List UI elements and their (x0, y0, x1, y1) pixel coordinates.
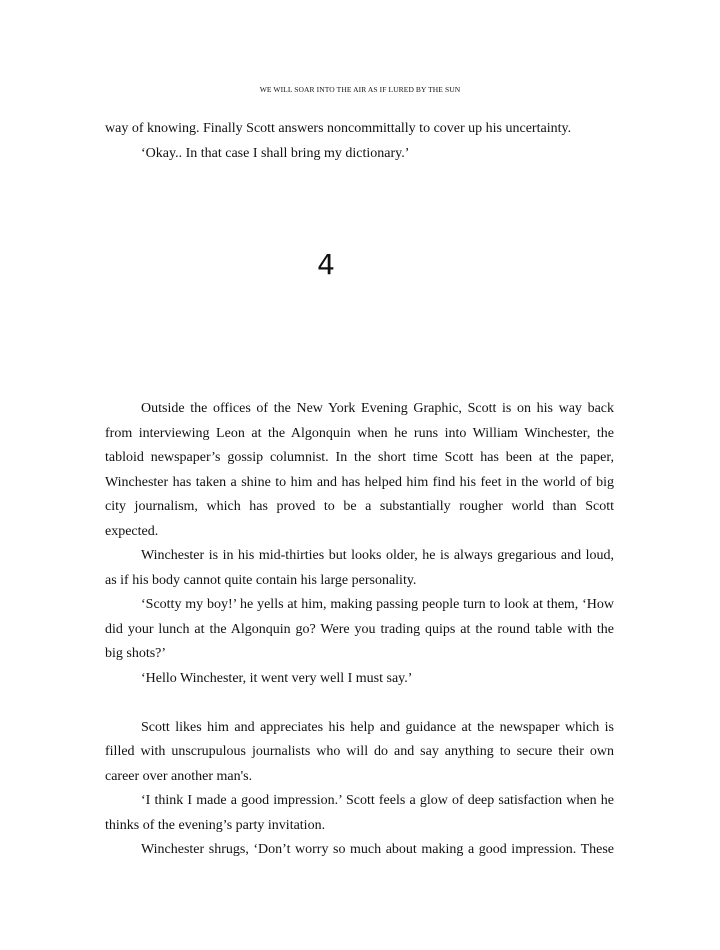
paragraph (105, 397, 614, 544)
text-line: from interviewing Leon at the Algonquin when he runs into William Winchester, the (105, 425, 614, 441)
text-line: as if his body cannot quite contain his large personality. (105, 572, 417, 588)
text-line: Scott likes him and appreciates his help and guidance at the newspaper which is (141, 719, 614, 735)
text-line: city journalism, which has proved to be a substantially rougher world than Scott (105, 499, 614, 514)
continued-text (105, 117, 614, 166)
text-line: tabloid newspaper’s gossip columnist. In the short time Scott has been at the paper, (105, 450, 614, 465)
paragraph (105, 789, 614, 838)
blank-line (105, 691, 614, 716)
text-line: expected. (105, 523, 159, 539)
text-line: Winchester has taken a shine to him and has helped him find his feet in the world of big (105, 474, 614, 490)
text-line: Winchester shrugs, ‘Don’t worry so much about making a good impression. These (141, 842, 614, 857)
paragraph (105, 838, 614, 863)
text-line: Winchester is in his mid-thirties but looks older, he is always gregarious and loud, (141, 548, 614, 563)
text-line: ‘I think I made a good impression.’ Scott feels a glow of deep satisfaction when he (141, 793, 614, 808)
text-line: ‘Hello Winchester, it went very well I must say.’ (141, 670, 413, 686)
paragraph (105, 667, 614, 692)
paragraph (105, 544, 614, 593)
paragraph (105, 593, 614, 667)
text-line: Outside the offices of the New York Evening Graphic, Scott is on his way back (141, 401, 614, 416)
paragraph (105, 117, 614, 142)
chapter-body (105, 397, 614, 863)
paragraph (105, 142, 614, 167)
text-line: career over another man's. (105, 768, 253, 784)
text-line: thinks of the evening’s party invitation. (105, 817, 326, 833)
text-line: big shots?’ (105, 646, 167, 661)
text-line: way of knowing. Finally Scott answers noncommittally to cover up his uncertainty. (105, 121, 572, 136)
text-line: ‘Scotty my boy!’ he yells at him, making passing people turn to look at them, ‘How (141, 597, 614, 612)
chapter-number: 4 (317, 248, 335, 281)
running-header: WE WILL SOAR INTO THE AIR AS IF LURED BY THE SUN (259, 85, 461, 94)
text-line: ‘Okay.. In that case I shall bring my dictionary.’ (141, 145, 410, 161)
paragraph (105, 716, 614, 790)
text-line: did your lunch at the Algonquin go? Were you trading quips at the round table with the (105, 621, 614, 637)
text-line: filled with unscrupulous journalists who will do and say anything to secure their own (105, 744, 614, 759)
